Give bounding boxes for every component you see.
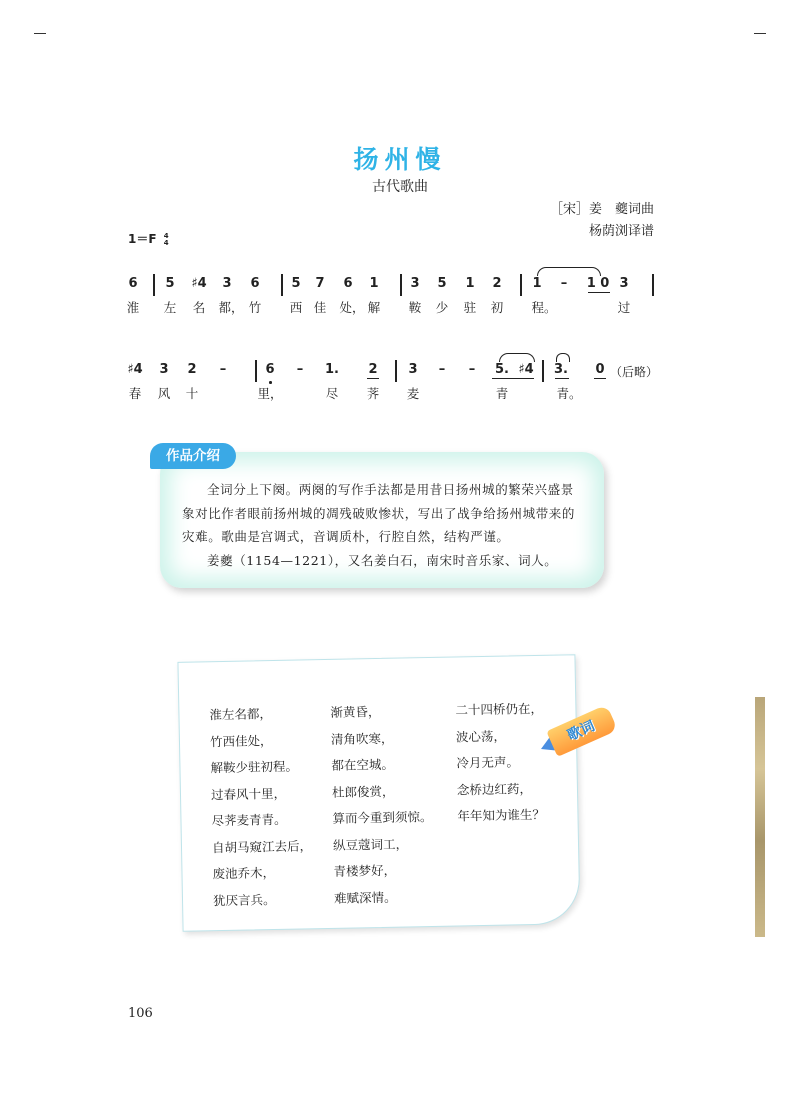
- note: 3: [408, 362, 418, 377]
- crop-mark-left: [34, 33, 46, 34]
- barline: [542, 360, 544, 382]
- note: 6: [128, 276, 138, 291]
- barline: [255, 360, 257, 382]
- lyric: 左: [163, 300, 177, 315]
- slur: [537, 267, 601, 276]
- marker-label: 歌词: [565, 718, 598, 745]
- lyric: 鞍: [408, 300, 422, 315]
- lyric: 初: [490, 300, 504, 315]
- note: 6: [265, 362, 275, 377]
- lyric: 驻: [463, 300, 477, 315]
- lyric: 十: [185, 386, 199, 401]
- note: –: [560, 276, 568, 291]
- lyric: 解: [367, 300, 381, 315]
- barline: [281, 274, 283, 296]
- underline-beam: [367, 378, 379, 379]
- lyric: 过: [617, 300, 631, 315]
- underline-beam: [588, 292, 610, 293]
- intro-tab: 作品介绍: [150, 443, 236, 469]
- underline-beam: [492, 378, 534, 379]
- note: 1: [369, 276, 379, 291]
- slur: [499, 353, 535, 362]
- lyric: 风: [157, 386, 171, 401]
- note: 6: [343, 276, 353, 291]
- page-number: 106: [128, 1006, 153, 1021]
- credit-transcription: 杨荫浏译谱: [588, 224, 654, 239]
- score-line-2: [124, 356, 664, 416]
- note: –: [468, 362, 476, 377]
- lyric: 春: [128, 386, 142, 401]
- crop-mark-right: [754, 33, 766, 34]
- note: 0: [595, 362, 605, 377]
- barline: [153, 274, 155, 296]
- note: 1 0: [586, 276, 610, 291]
- lyric: 尽: [325, 386, 339, 401]
- lyrics-column-1: 淮左名都， 竹西佳处， 解鞍少驻初程。 过春风十里， 尽荠麦青青。 自胡马窥江去后， 废池乔木， 犹厌言兵。: [209, 706, 313, 908]
- lyric: 淮: [126, 300, 140, 315]
- note: 5: [437, 276, 447, 291]
- lyric: 青。: [556, 386, 582, 401]
- song-subtitle: 古代歌曲: [372, 179, 428, 195]
- lyric: 名: [192, 300, 206, 315]
- lyric: 都，: [218, 300, 244, 315]
- barline: [400, 274, 402, 296]
- song-title: 扬州慢: [353, 145, 447, 174]
- note: ♯4: [191, 276, 207, 291]
- note: –: [296, 362, 304, 377]
- barline: [520, 274, 522, 296]
- intro-text: [182, 478, 584, 572]
- note: 5: [165, 276, 175, 291]
- note: 3: [619, 276, 629, 291]
- note: 1: [532, 276, 542, 291]
- lyrics-column-3: 二十四桥仍在， 波心荡， 冷月无声。 念桥边红药， 年年知为谁生？: [455, 700, 546, 824]
- note: ♯4: [518, 362, 534, 377]
- side-decoration-strip: [755, 697, 765, 937]
- key-label: 1＝F: [128, 232, 157, 246]
- note: 3: [222, 276, 232, 291]
- note: 2: [368, 362, 378, 377]
- lyric: 西: [289, 300, 303, 315]
- time-signature: 4 4: [163, 231, 169, 247]
- note: –: [438, 362, 446, 377]
- note: 2: [187, 362, 197, 377]
- lyric: 竹: [248, 300, 262, 315]
- lyric: 处，: [339, 300, 365, 315]
- barline: [395, 360, 397, 382]
- lyric: 麦: [406, 386, 420, 401]
- note: 1: [465, 276, 475, 291]
- lyric: 青: [495, 386, 509, 401]
- note: 7: [315, 276, 325, 291]
- lyric: 佳: [313, 300, 327, 315]
- note: 3: [159, 362, 169, 377]
- note: 1.: [325, 362, 339, 377]
- lyric: 程。: [531, 300, 557, 315]
- lyrics-column-2: 渐黄昏， 清角吹寒， 都在空城。 杜郎俊赏， 算而今重到须惊。 纵豆蔻词工， 青楼梦好， 难赋深情。: [330, 703, 433, 906]
- underline-beam: [594, 378, 606, 379]
- note: 3: [410, 276, 420, 291]
- note: 6: [250, 276, 260, 291]
- intro-paragraph: 姜夔（1154—1221），又名姜白石，南宋时音乐家、词人。: [207, 552, 558, 568]
- fermata: [556, 353, 570, 362]
- note: 3.: [554, 362, 568, 377]
- lyric: 少: [435, 300, 449, 315]
- lyric: 里，: [257, 386, 283, 401]
- note: 5: [291, 276, 301, 291]
- score-annotation: （后略）: [609, 365, 659, 379]
- barline: [652, 274, 654, 296]
- note: –: [219, 362, 227, 377]
- intro-paragraph: 全词分上下阕。两阕的写作手法都是用昔日扬州城的繁荣兴盛景象对比作者眼前扬州城的凋残破败惨状，写出了战争给扬州城带来的灾难。歌曲是宫调式，音调质朴，行腔自然，结构严谨。: [182, 482, 576, 544]
- note: 2: [492, 276, 502, 291]
- underline-beam: [555, 378, 569, 379]
- lyrics-card: [177, 654, 580, 932]
- lyric: 荠: [366, 386, 380, 401]
- credit-lyrics: ［宋］姜 夔词曲: [549, 202, 654, 217]
- score-line-1: [124, 270, 664, 330]
- note: 5.: [495, 362, 509, 377]
- note: ♯4: [127, 362, 143, 377]
- key-signature: [128, 230, 169, 247]
